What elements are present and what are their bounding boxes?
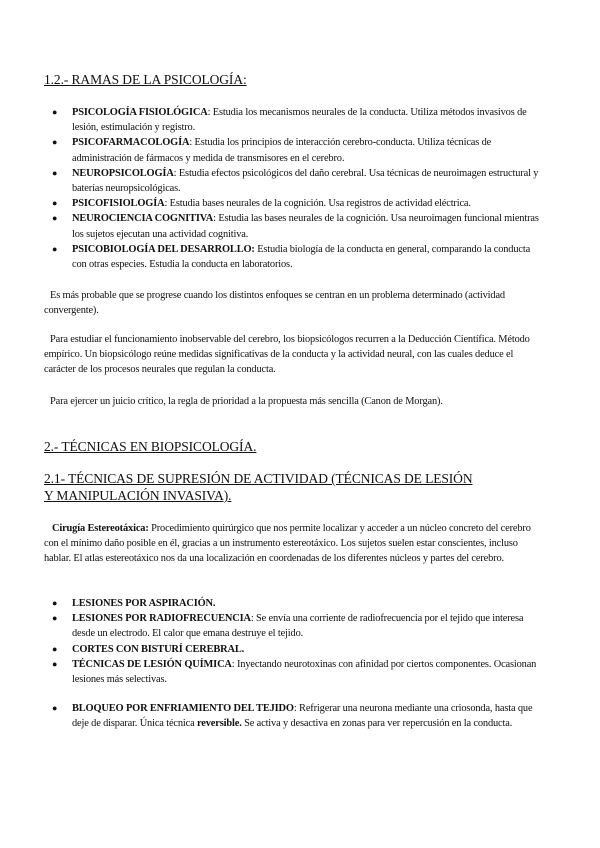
bullet-icon: ● <box>52 198 58 209</box>
item-term: CORTES CON BISTURÍ CEREBRAL. <box>72 643 245 655</box>
list-item: ● PSICOFISIOLOGÍA: Estudia bases neurales de la cognición. Usa registros de actividad eléctrica. <box>44 196 544 211</box>
bullet-icon: ● <box>52 598 58 608</box>
item-text: Se envía una corriente de radiofrecuencia por el tejido que interesa desde un electrodo. El calor que emana destruye el tejido. <box>72 613 524 640</box>
item-text: Estudia los mecanismos neurales de la conducta. Utiliza métodos invasivos de lesión, estimulación y registro. <box>72 107 527 134</box>
bullet-icon: ● <box>52 643 58 654</box>
bullet-icon: ● <box>52 137 58 148</box>
bullet-icon: ● <box>52 613 58 624</box>
list-item <box>44 642 544 657</box>
subsection-heading-supresion: 2.1- TÉCNICAS DE SUPRESIÓN DE ACTIVIDAD (TÉCNICAS DE LESIÓN Y MANIPULACIÓN INVASIVA). <box>44 471 473 503</box>
item-term: LESIONES POR ASPIRACIÓN. <box>72 598 216 609</box>
item-text: Estudia biología de la conducta en general, comparando la conducta con otras especies. Estudia la conducta en laboratorios. <box>72 243 531 271</box>
bullet-icon: ● <box>52 167 58 178</box>
bullet-icon: ● <box>52 658 58 669</box>
cirugia-term: Cirugía Estereotáxica: <box>52 523 149 534</box>
item-term: BLOQUEO POR ENFRIAMIENTO DEL TEJIDO <box>72 703 294 714</box>
list-item: ● BLOQUEO POR ENFRIAMIENTO DEL TEJIDO: Refrigerar una neurona mediante una criosonda, hasta que deje de disparar. Única técnica reversible. Se activa y desactiva en zonas para ver repercusión en la conducta. <box>52 703 533 730</box>
list-item <box>44 596 544 611</box>
bullet-icon: ● <box>52 107 58 117</box>
bullet-icon: ● <box>52 213 58 224</box>
paragraph: Es más probable que se progrese cuando los distintos enfoques se centran en un problema determinado (actividad convergente). <box>44 290 505 317</box>
list-item <box>44 242 544 272</box>
item-term: TÉCNICAS DE LESIÓN QUÍMICA <box>72 658 232 670</box>
item-term: NEUROPSICOLOGÍA <box>72 167 174 179</box>
reversible-term: reversible. <box>197 718 242 730</box>
item-term: PSICOFISIOLOGÍA <box>72 198 165 210</box>
item-term: PSICOBIOLOGÍA DEL DESARROLLO: <box>72 243 255 255</box>
item-term: LESIONES POR RADIOFRECUENCIA <box>72 613 251 625</box>
paragraph-cirugia: Cirugía Estereotáxica: Procedimiento quirúrgico que nos permite localizar y acceder a un núcleo concreto del cerebro con el mínimo daño posible en él, gracias a un instrumento estereotáxico. Los sujetos suelen estar conscientes, incluso hablar. El atlas estereotáxico nos da una localización en coordenadas de los diferentes núcleos y partes del cerebro. <box>44 523 531 565</box>
paragraph: Para estudiar el funcionamiento inobservable del cerebro, los biopsicólogos recurren a la Deducción Científica. Método empírico. Un biopsicólogo reúne medidas significativas de la conducta y la actividad neural, con las cuales deduce el carácter de los procesos neurales que regulan la conducta. <box>44 334 530 376</box>
section-heading-tecnicas: 2.- TÉCNICAS EN BIOPSICOLOGÍA. <box>44 439 257 454</box>
bullet-icon: ● <box>52 703 58 713</box>
item-text: Estudia los principios de interacción cerebro-conducta. Utiliza técnicas de administración de fármacos y medida de transmisores en el cerebro. <box>72 137 492 164</box>
list-item: ● TÉCNICAS DE LESIÓN QUÍMICA: Inyectando neurotoxinas con afinidad por ciertos componentes. Ocasionan lesiones más selectivas. <box>52 658 537 686</box>
item-text: Estudia bases neurales de la cognición. Usa registros de actividad eléctrica. <box>169 198 471 210</box>
lesion-list <box>44 596 544 687</box>
item-term: PSICOFARMACOLOGÍA <box>72 137 190 149</box>
paragraph: Para ejercer un juicio crítico, la regla de prioridad a la propuesta más sencilla (Canon de Morgan). <box>50 396 443 407</box>
list-item: ● NEUROCIENCIA COGNITIVA: Estudia las bases neurales de la cognición. Usa neuroimagen funcional mientras los sujetos ejecutan una actividad cognitiva. <box>52 213 539 240</box>
list-item: ● PSICOLOGÍA FISIOLÓGICA: Estudia los mecanismos neurales de la conducta. Utiliza métodos invasivos de lesión, estimulación y registro. <box>52 107 527 134</box>
item-text: Estudia las bases neurales de la cognición. Usa neuroimagen funcional mientras los sujetos ejecutan una actividad cognitiva. <box>72 213 539 240</box>
item-text: Inyectando neurotoxinas con afinidad por ciertos componentes. Ocasionan lesiones más selectivas. <box>72 658 537 686</box>
list-item: ● PSICOFARMACOLOGÍA: Estudia los principios de interacción cerebro-conducta. Utiliza técnicas de administración de fármacos y medida de transmisores en el cerebro. <box>52 137 492 164</box>
item-term: NEUROCIENCIA COGNITIVA <box>72 213 214 225</box>
ramas-list <box>44 105 544 272</box>
item-text: Estudia efectos psicológicos del daño cerebral. Usa técnicas de neuroimagen estructural y baterías neuropsicológicas. <box>72 167 539 195</box>
section-heading-ramas: 1.2.- RAMAS DE LA PSICOLOGÍA: <box>44 72 247 87</box>
bullet-icon: ● <box>52 243 58 254</box>
list-item: ● NEUROPSICOLOGÍA: Estudia efectos psicológicos del daño cerebral. Usa técnicas de neuroimagen estructural y baterías neuropsicológicas. <box>52 167 539 195</box>
bloqueo-list <box>44 701 544 731</box>
list-item: ● LESIONES POR RADIOFRECUENCIA: Se envía una corriente de radiofrecuencia por el tejido que interesa desde un electrodo. El calor que emana destruye el tejido. <box>52 613 524 640</box>
item-term: PSICOLOGÍA FISIOLÓGICA <box>72 107 208 118</box>
